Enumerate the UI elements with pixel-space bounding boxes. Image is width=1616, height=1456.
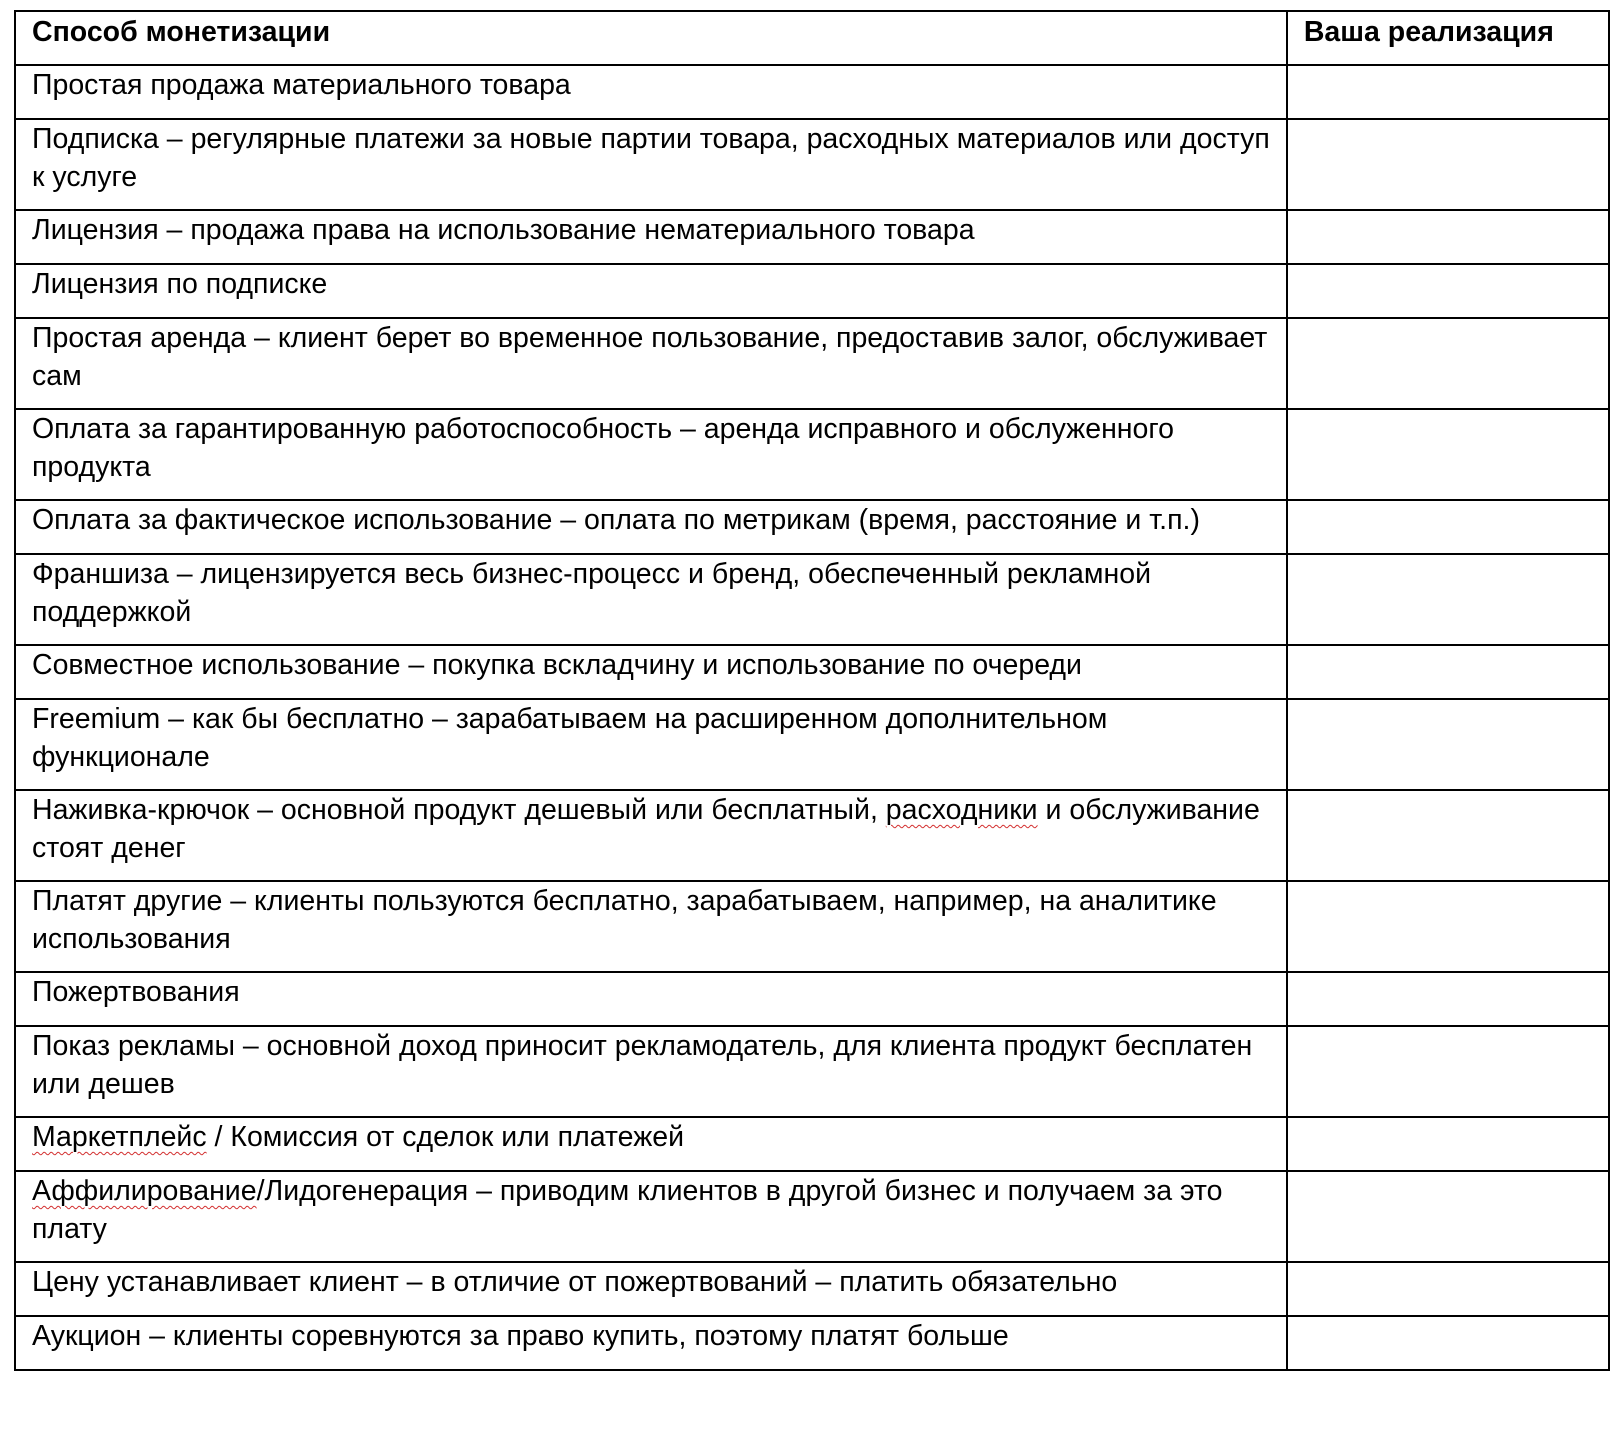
misspelled-word[interactable]: расходники xyxy=(885,794,1038,826)
method-cell: Пожертвования xyxy=(15,972,1287,1026)
misspelled-word[interactable]: Аффилирование xyxy=(32,1175,257,1207)
table-row xyxy=(15,1171,1609,1262)
monetization-table xyxy=(14,10,1610,1371)
implementation-cell[interactable] xyxy=(1287,65,1609,119)
method-cell: Показ рекламы – основной доход приносит рекламодатель, для клиента продукт бесплатен или дешев xyxy=(15,1026,1287,1117)
table-row xyxy=(15,409,1609,500)
table-row xyxy=(15,1316,1609,1370)
header-method: Способ монетизации xyxy=(15,11,1287,65)
method-cell: Freemium – как бы бесплатно – зарабатываем на расширенном дополнительном функционале xyxy=(15,699,1287,790)
method-cell: Совместное использование – покупка вскладчину и использование по очереди xyxy=(15,645,1287,699)
implementation-cell[interactable] xyxy=(1287,1026,1609,1117)
table-header-row xyxy=(15,11,1609,65)
implementation-cell[interactable] xyxy=(1287,554,1609,645)
table-row xyxy=(15,972,1609,1026)
header-implementation: Ваша реализация xyxy=(1287,11,1609,65)
method-cell: Простая аренда – клиент берет во временное пользование, предоставив залог, обслуживает сам xyxy=(15,318,1287,409)
method-cell: Цену устанавливает клиент – в отличие от пожертвований – платить обязательно xyxy=(15,1262,1287,1316)
method-cell: Аукцион – клиенты соревнуются за право купить, поэтому платят больше xyxy=(15,1316,1287,1370)
implementation-cell[interactable] xyxy=(1287,790,1609,881)
implementation-cell[interactable] xyxy=(1287,1316,1609,1370)
method-cell: Оплата за гарантированную работоспособность – аренда исправного и обслуженного продукта xyxy=(15,409,1287,500)
table-row xyxy=(15,699,1609,790)
implementation-cell[interactable] xyxy=(1287,1262,1609,1316)
table-row xyxy=(15,500,1609,554)
method-cell xyxy=(15,1171,1287,1262)
method-cell: Лицензия – продажа права на использование нематериального товара xyxy=(15,210,1287,264)
implementation-cell[interactable] xyxy=(1287,210,1609,264)
method-cell: Оплата за фактическое использование – оплата по метрикам (время, расстояние и т.п.) xyxy=(15,500,1287,554)
table-row xyxy=(15,790,1609,881)
method-cell xyxy=(15,1117,1287,1171)
method-text: / Комиссия от сделок или платежей xyxy=(206,1121,685,1153)
table-row xyxy=(15,1026,1609,1117)
method-cell: Подписка – регулярные платежи за новые партии товара, расходных материалов или доступ к услуге xyxy=(15,119,1287,210)
method-text: /Лидогенерация – приводим клиентов в другой бизнес и получаем за это плату xyxy=(32,1175,1223,1245)
method-text: и обслуживание стоят денег xyxy=(32,794,1260,864)
method-text: Наживка-крючок – основной продукт дешевый или бесплатный, xyxy=(32,794,886,826)
method-cell xyxy=(15,790,1287,881)
table-row xyxy=(15,119,1609,210)
table-row xyxy=(15,645,1609,699)
implementation-cell[interactable] xyxy=(1287,409,1609,500)
method-cell: Лицензия по подписке xyxy=(15,264,1287,318)
implementation-cell[interactable] xyxy=(1287,264,1609,318)
table-row xyxy=(15,264,1609,318)
implementation-cell[interactable] xyxy=(1287,645,1609,699)
table-row xyxy=(15,881,1609,972)
implementation-cell[interactable] xyxy=(1287,318,1609,409)
implementation-cell[interactable] xyxy=(1287,972,1609,1026)
misspelled-word[interactable]: Маркетплейс xyxy=(32,1121,207,1153)
implementation-cell[interactable] xyxy=(1287,1117,1609,1171)
method-cell: Платят другие – клиенты пользуются бесплатно, зарабатываем, например, на аналитике использования xyxy=(15,881,1287,972)
method-cell: Франшиза – лицензируется весь бизнес-процесс и бренд, обеспеченный рекламной поддержкой xyxy=(15,554,1287,645)
table-row xyxy=(15,1262,1609,1316)
table-row xyxy=(15,1117,1609,1171)
table-row xyxy=(15,554,1609,645)
implementation-cell[interactable] xyxy=(1287,119,1609,210)
implementation-cell[interactable] xyxy=(1287,1171,1609,1262)
table-row xyxy=(15,65,1609,119)
implementation-cell[interactable] xyxy=(1287,500,1609,554)
table-row xyxy=(15,210,1609,264)
method-cell: Простая продажа материального товара xyxy=(15,65,1287,119)
implementation-cell[interactable] xyxy=(1287,699,1609,790)
implementation-cell[interactable] xyxy=(1287,881,1609,972)
table-row xyxy=(15,318,1609,409)
